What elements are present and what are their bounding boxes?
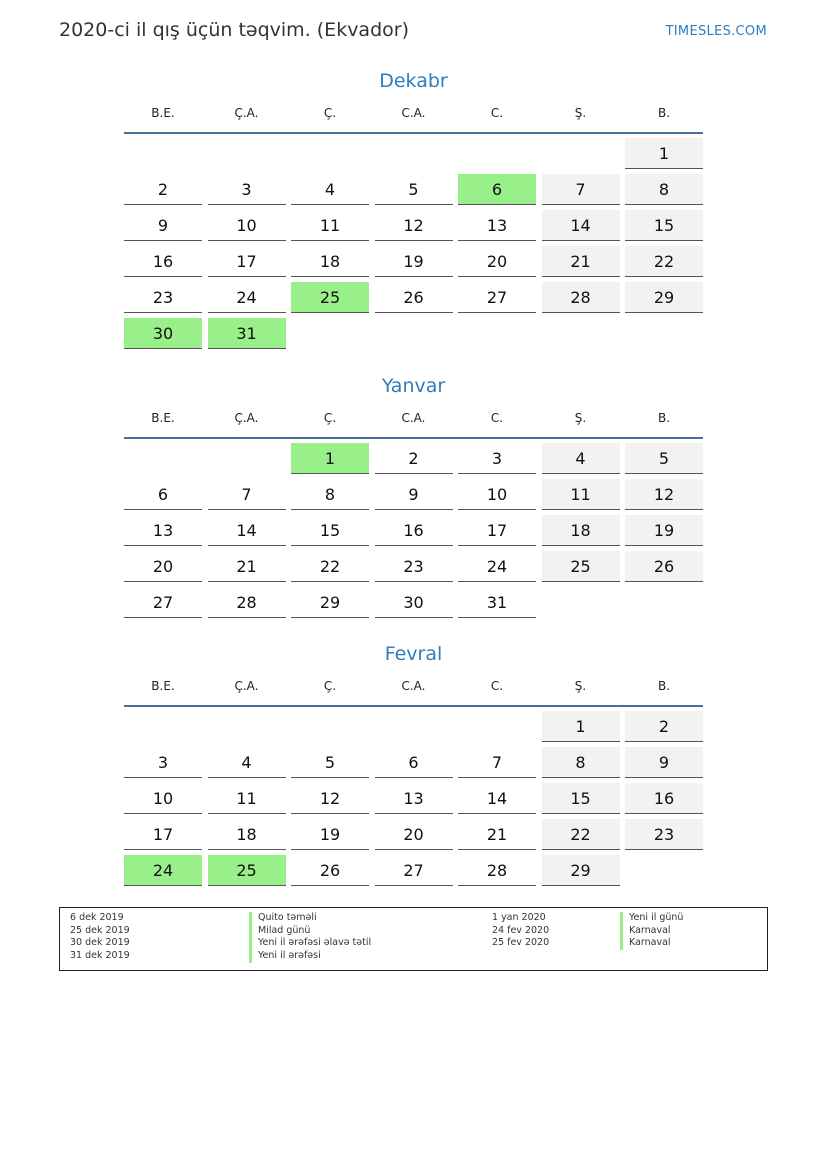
day-cell: 14 — [458, 783, 536, 814]
legend-date: 24 fev 2020 — [492, 924, 550, 936]
weekday-label: Ç.A. — [234, 106, 259, 120]
day-cell: 14 — [208, 515, 286, 546]
day-cell-holiday: 24 — [124, 855, 202, 886]
day-cell: 16 — [124, 246, 202, 277]
day-cell: 5 — [625, 443, 703, 474]
day-cell: 11 — [208, 783, 286, 814]
day-cell: 12 — [375, 210, 453, 241]
day-cell: 3 — [124, 747, 202, 778]
legend-date: 31 dek 2019 — [70, 950, 130, 962]
day-cell: 11 — [291, 210, 369, 241]
holiday-legend — [59, 907, 768, 971]
weekday-label: Ç.A. — [234, 679, 259, 693]
legend-date: 25 dek 2019 — [70, 924, 130, 936]
day-cell: 18 — [208, 819, 286, 850]
weekday-label: B.E. — [151, 411, 175, 425]
day-cell: 22 — [542, 819, 620, 850]
day-cell: 22 — [625, 246, 703, 277]
weekday-label: B. — [657, 106, 671, 120]
weekday-label: Ç. — [323, 411, 337, 425]
day-cell: 2 — [124, 174, 202, 205]
day-cell: 7 — [208, 479, 286, 510]
day-cell: 17 — [458, 515, 536, 546]
day-cell: 29 — [625, 282, 703, 313]
day-cell: 12 — [625, 479, 703, 510]
day-cell: 2 — [375, 443, 453, 474]
month-dekabr — [124, 70, 703, 343]
day-cell: 19 — [625, 515, 703, 546]
legend-holiday-name: Karnaval — [620, 937, 671, 950]
legend-holiday-name: Karnaval — [620, 925, 671, 938]
legend-date: 6 dek 2019 — [70, 912, 124, 923]
day-cell: 23 — [625, 819, 703, 850]
day-cell: 16 — [625, 783, 703, 814]
day-cell: 10 — [124, 783, 202, 814]
day-cell: 11 — [542, 479, 620, 510]
legend-date: 25 fev 2020 — [492, 937, 550, 949]
day-cell: 1 — [625, 138, 703, 169]
weekday-label: C.A. — [401, 679, 426, 693]
day-cell: 3 — [208, 174, 286, 205]
day-cell: 8 — [542, 747, 620, 778]
day-cell: 27 — [458, 282, 536, 313]
legend-date: 1 yan 2020 — [492, 912, 546, 923]
day-cell: 28 — [208, 587, 286, 618]
day-cell: 4 — [542, 443, 620, 474]
weekday-header — [124, 411, 703, 439]
day-cell: 12 — [291, 783, 369, 814]
day-cell: 13 — [458, 210, 536, 241]
day-cell: 3 — [458, 443, 536, 474]
day-cell: 14 — [542, 210, 620, 241]
day-cell: 21 — [458, 819, 536, 850]
weekday-label: C.A. — [401, 106, 426, 120]
weekday-label: Ş. — [574, 106, 587, 120]
day-cell: 6 — [124, 479, 202, 510]
weekday-label: B. — [657, 411, 671, 425]
weekday-label: B.E. — [151, 106, 175, 120]
day-cell: 10 — [458, 479, 536, 510]
day-cell: 5 — [291, 747, 369, 778]
day-cell: 26 — [291, 855, 369, 886]
day-cell: 20 — [375, 819, 453, 850]
day-cell: 8 — [291, 479, 369, 510]
day-cell: 29 — [542, 855, 620, 886]
day-cell: 15 — [625, 210, 703, 241]
day-cell-holiday: 30 — [124, 318, 202, 349]
month-yanvar — [124, 375, 703, 612]
day-cell: 21 — [208, 551, 286, 582]
weekday-label: C. — [490, 411, 504, 425]
weekday-header — [124, 679, 703, 707]
day-cell: 4 — [208, 747, 286, 778]
day-cell: 24 — [458, 551, 536, 582]
page-title: 2020-ci il qış üçün təqvim. (Ekvador) — [59, 19, 409, 41]
day-cell: 30 — [375, 587, 453, 618]
day-cell: 6 — [375, 747, 453, 778]
day-cell-holiday: 25 — [208, 855, 286, 886]
day-cell: 27 — [375, 855, 453, 886]
day-cell: 16 — [375, 515, 453, 546]
weekday-label: C.A. — [401, 411, 426, 425]
weekday-label: C. — [490, 679, 504, 693]
day-cell-holiday: 25 — [291, 282, 369, 313]
weekday-header — [124, 106, 703, 134]
weekday-label: B. — [657, 679, 671, 693]
month-title: Yanvar — [381, 375, 446, 397]
day-cell: 31 — [458, 587, 536, 618]
day-cell-holiday: 1 — [291, 443, 369, 474]
day-cell: 7 — [458, 747, 536, 778]
month-title: Fevral — [384, 643, 443, 665]
day-cell: 5 — [375, 174, 453, 205]
legend-holiday-name: Milad günü — [249, 925, 310, 938]
day-cell: 23 — [124, 282, 202, 313]
day-cell: 15 — [291, 515, 369, 546]
weekday-label: Ş. — [574, 411, 587, 425]
day-cell-holiday: 31 — [208, 318, 286, 349]
day-cell: 17 — [208, 246, 286, 277]
day-cell: 15 — [542, 783, 620, 814]
day-cell: 4 — [291, 174, 369, 205]
day-cell: 28 — [458, 855, 536, 886]
legend-holiday-name: Quito təməli — [249, 912, 317, 925]
day-cell: 19 — [291, 819, 369, 850]
day-cell: 18 — [542, 515, 620, 546]
day-cell: 20 — [124, 551, 202, 582]
day-cell: 19 — [375, 246, 453, 277]
day-cell: 25 — [542, 551, 620, 582]
month-fevral — [124, 643, 703, 880]
day-cell: 24 — [208, 282, 286, 313]
day-cell: 27 — [124, 587, 202, 618]
day-cell: 20 — [458, 246, 536, 277]
legend-holiday-name: Yeni il ərəfəsi əlavə tətil — [249, 937, 371, 950]
weekday-label: Ç.A. — [234, 411, 259, 425]
day-cell: 13 — [375, 783, 453, 814]
brand-link[interactable]: TIMESLES.COM — [665, 24, 767, 39]
weekday-label: C. — [490, 106, 504, 120]
day-cell: 10 — [208, 210, 286, 241]
day-cell: 23 — [375, 551, 453, 582]
weekday-label: Ş. — [574, 679, 587, 693]
day-cell: 17 — [124, 819, 202, 850]
weekday-label: B.E. — [151, 679, 175, 693]
day-cell: 13 — [124, 515, 202, 546]
day-cell: 21 — [542, 246, 620, 277]
day-cell: 7 — [542, 174, 620, 205]
day-cell: 1 — [542, 711, 620, 742]
legend-holiday-name: Yeni il ərəfəsi — [249, 950, 321, 963]
day-cell: 29 — [291, 587, 369, 618]
day-cell: 8 — [625, 174, 703, 205]
day-cell: 22 — [291, 551, 369, 582]
month-title: Dekabr — [379, 70, 448, 92]
day-cell: 9 — [625, 747, 703, 778]
day-cell-holiday: 6 — [458, 174, 536, 205]
legend-date: 30 dek 2019 — [70, 937, 130, 949]
day-cell: 2 — [625, 711, 703, 742]
day-cell: 28 — [542, 282, 620, 313]
day-cell: 18 — [291, 246, 369, 277]
day-cell: 26 — [375, 282, 453, 313]
weekday-label: Ç. — [323, 106, 337, 120]
day-cell: 9 — [375, 479, 453, 510]
weekday-label: Ç. — [323, 679, 337, 693]
legend-holiday-name: Yeni il günü — [620, 912, 683, 925]
day-cell: 9 — [124, 210, 202, 241]
day-cell: 26 — [625, 551, 703, 582]
